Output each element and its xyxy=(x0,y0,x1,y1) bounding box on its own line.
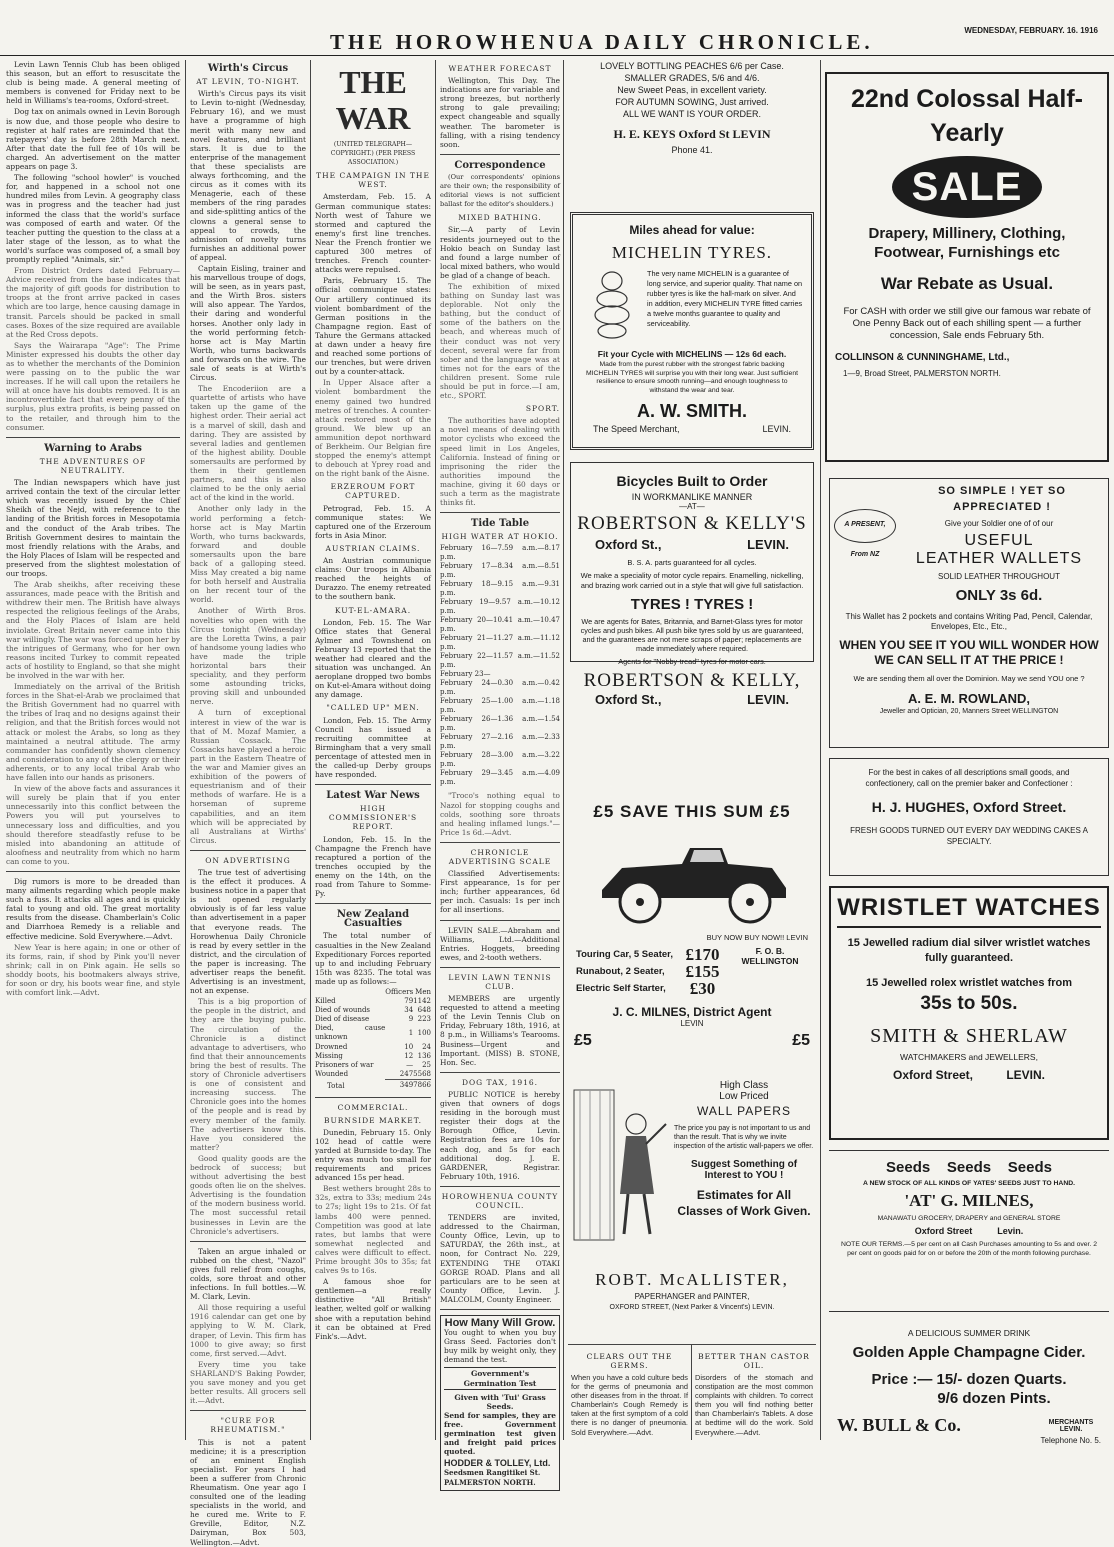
car-ad xyxy=(570,802,814,1072)
news-paragraph: Sir,—A party of Levin residents journeyed out to the Hokio beach on Sunday last and found a large number of local mixed bathers, who would be glad of a change of beach. xyxy=(440,225,560,280)
ad-line: LEVIN xyxy=(680,1019,704,1028)
article-heading: LEVIN LAWN TENNIS CLUB. xyxy=(448,972,552,991)
ad-heading: Government's Germination Test xyxy=(444,1367,556,1389)
casualty-table-body xyxy=(315,997,431,1079)
issue-date: WEDNESDAY, FEBRUARY. 16. 1916 xyxy=(964,26,1098,35)
ad-line: A NEW STOCK OF ALL KINDS OF YATES' SEEDS JUST TO HAND. xyxy=(862,1180,1076,1187)
news-paragraph: Another of Wirth Bros. novelties who open with the Circus tonight (Wednesday) are the Loretta Twins, a pair of handsome young ladies who have made the triple horizontal bars their speciality, and they perform some astounding tricks, proving skill and unbounded nerve. xyxy=(190,606,306,707)
news-paragraph: Best wethers brought 28s to 32s, extra to 33s; medium 24s to 27s; light 19s to 21s. Of fat lambs 400 were penned. Competition was good at late rates, but lambs that were somewhat neglected and calves were difficult to effect. Prime brought 30s to 35s; fat calves 9s to 16s. xyxy=(315,1184,431,1276)
news-paragraph: The total number of casualties in the New Zealand Expeditionary Forces reported up to and including February 15th was 8235. The total was made up as follows:— xyxy=(315,931,431,986)
ad-heading: Golden Apple Champagne Cider. xyxy=(852,1344,1086,1361)
germs-ad xyxy=(568,1345,692,1440)
ad-line: ALL WE WANT IS YOUR ORDER. xyxy=(622,109,762,119)
price: £155 xyxy=(685,962,720,981)
ad-text: Disorders of the stomach and constipation are the most common complaints with children. To correct them you will find nothing better than Chamberlain's Tablets. A dose at bedtime will do the work. Sold Everywhere.—Advt. xyxy=(695,1373,813,1437)
ad-line: Electric Self Starter, xyxy=(576,983,666,994)
ad-heading: WRISTLET WATCHES xyxy=(837,894,1101,928)
ad-text: You ought to when you buy Grass Seed. Factories don't buy milk by weight only, they demand the test. xyxy=(444,1328,556,1365)
article-heading: Latest War News xyxy=(326,790,420,802)
mcallister-name: ROBT. McALLISTER, xyxy=(595,1270,789,1289)
table-cell: Drowned xyxy=(315,1042,348,1051)
ad-heading: Bicycles Built to Order xyxy=(616,473,768,489)
motor-car-icon xyxy=(582,828,802,928)
ad-text: This Wallet has 2 pockets and contains Writing Pad, Pencil, Calendar, Envelopes, Etc., Etc., xyxy=(845,612,1093,631)
car-models xyxy=(576,946,673,997)
table-cell: Prisoners of war xyxy=(315,1060,374,1069)
table-cell: Missing xyxy=(315,1051,343,1060)
table-cell: 79 xyxy=(404,997,414,1006)
column-4b-ads xyxy=(568,60,816,1450)
ad-text: For the best in cakes of all descriptions small goods, and confectionery, call on the premier baker and Confectioner : xyxy=(865,768,1073,788)
table-cell: 34 xyxy=(404,1006,414,1015)
smith-sherlaw-ad xyxy=(829,886,1109,1140)
table-header-row xyxy=(315,988,431,997)
news-paragraph: The Encoderiion are a quartette of artists who have taken up the game of the highest order. Their aerial act is a marvel of skill, dash and daring. They are assisted by several ladies and gentlemen of the highest ability. Double somersaults are performed by them in their gentlemen partners, and this is also claimed to be the only aerial act of the kind in the world. xyxy=(190,384,306,503)
ad-line: Oxford St., xyxy=(595,537,662,552)
table-cell: Died of wounds xyxy=(315,1006,371,1015)
rowland-wallet-ad xyxy=(829,478,1109,748)
table-cell: 9 xyxy=(408,1015,414,1024)
rk-address xyxy=(595,692,789,707)
ad-heading: SO SIMPLE ! YET SO APPRECIATED ! xyxy=(938,485,1066,513)
tide-row: February 26—1.36 a.m.—1.54 p.m. xyxy=(440,715,560,733)
tide-row: February 25—1.00 a.m.—1.18 p.m. xyxy=(440,697,560,715)
table-cell: 223 xyxy=(417,1015,431,1024)
price: 9/6 dozen Pints. xyxy=(937,1390,1051,1407)
ad-text: We are agents for Bates, Britannia, and Barnet-Glass tyres for motor cycles and push bikes. All push bike tyres sold by us are guaranteed, and the guarantees are not mere scraps of paper; replacements are made immediately where required. xyxy=(580,617,804,653)
ad-subheading: Fit your Cycle with MICHELINS — 12s 6d each. xyxy=(597,349,787,359)
ad-line: Oxford Street Levin. xyxy=(914,1226,1024,1236)
ad-heading: £5 SAVE THIS SUM £5 xyxy=(593,802,791,821)
news-paragraph: Dunedin, February 15. Only 102 head of cattle were yarded at Burnside to-day. The entry was much too small for requirements and prices advanced 15s per head. xyxy=(315,1127,431,1183)
ad-subheading: Drapery, Millinery, Clothing, Footwear, Furnishings etc xyxy=(868,225,1066,261)
castor-ad xyxy=(692,1345,816,1440)
table-total-row xyxy=(315,1079,431,1091)
news-paragraph: The Arab sheikhs, after receiving these assurances, made peace with the British and withdrew their men. The British have always respected the religious feelings of the Arabs, and the Holy Places of Islam are held inviolate. Great Britain never came into this war willingly. The war was forced upon her by the intrigues of Germany, who for her own reasons incited Turkey to commit repeated acts of hostility to England, so that she might be involved in the war with her. xyxy=(6,580,180,680)
ad-heading: BETTER THAN CASTOR OIL. xyxy=(698,1352,810,1370)
ad-subheading: —AT— xyxy=(679,502,705,511)
table-cell: 648 xyxy=(417,1006,431,1015)
news-paragraph: TENDERS are invited, addressed to the Chairman, County Office, Levin, up to SATURDAY, the 26th inst., at noon, for Contract No. 229, EXTENDING THE OTAKI GORGE ROAD. Plans and all particulars are to be seen at County Office, Levin. J. MALCOLM, County Engineer. xyxy=(440,1213,560,1304)
news-paragraph: In view of the above facts and assurances it will surely be plain that if you enter unnecessarily into this conflict between the Powers you will put yourselves to unnecessary loss and difficulties, and you should therefore steadfastly refuse to be misled into abandoning an attitude of aloofness and neutrality from which no harm can come to you. xyxy=(6,784,180,866)
column-rule xyxy=(185,60,186,1440)
ad-text: We are sending them all over the Dominion. May we send YOU one ? xyxy=(853,674,1085,683)
ad-line: MANAWATU GROCERY, DRAPERY and GENERAL STORE xyxy=(877,1215,1061,1222)
table-cell: Wounded xyxy=(315,1070,349,1079)
article-heading: Wirth's Circus xyxy=(207,63,289,74)
tide-row: February 19—9.57 a.m.—10.12 p.m. xyxy=(440,598,560,616)
news-paragraph: Good quality goods are the bedrock of success; but without advertising the best goods often lie on the shelves. Advertising is the foundation of the modern business world. The most successful retail businesses in Levin are the Chronicle's advertisers. xyxy=(190,1153,306,1236)
ad-subheading: Suggest Something of Interest to YOU ! xyxy=(690,1159,798,1181)
news-paragraph: The following "school howler" is vouched for, and happened in a school not one hundred miles from Levin. A geography class was in progress and the teacher had just informed the class that the world's surface was composed of earth and water. Of the teacher putting the question to the class at a later stage of the lesson, as to what the world's surface was composed of, a small boy promptly replied "Animals, sir." xyxy=(6,173,180,264)
smith-sherlaw-name: SMITH & SHERLAW xyxy=(870,1025,1068,1047)
ad-line: LEVIN. xyxy=(747,537,789,552)
michelin-ad xyxy=(570,212,814,450)
news-paragraph: Petrograd, Feb. 15. A communique states: We captured one of the Erzeroum forts in Asia Minor. xyxy=(315,503,431,540)
news-paragraph: LEVIN SALE.—Abraham and Williams, Ltd.—Additional Entries. Hoggets, breeding ewes, and 2-tooth wethers. xyxy=(440,925,560,962)
ad-line: WATCHMAKERS and JEWELLERS, xyxy=(900,1052,1038,1062)
table-cell: 349 xyxy=(385,1079,413,1091)
ad-text: Made from the purest rubber with the strongest fabric backing MICHELIN TYRES will surprise you with their long wear. Just sufficient resilience to ensure smooth running—and enough toughness to withstand the wear and tear. xyxy=(585,361,799,394)
news-paragraph: MEMBERS are urgently requested to attend a meeting of the Levin Tennis Club on Friday, February 18th, 1916, at 8 p.m., in Williams's Tearooms. Business—Urgent and Important. (MISS) B. STONE, Hon. Sec. xyxy=(440,994,560,1067)
paperhanger-illustration-icon xyxy=(570,1084,670,1244)
price: £170 xyxy=(685,945,720,964)
news-paragraph: The exhibition of mixed bathing on Sunday last was deplorable. Not only the bathing, but the conduct of some of the bathers on the beach, and whereas much of their conduct was not very decent, several were far from sober and the language was at times not for the ears of the children present. Some rule should be put in force.—I am, etc., SPORT. xyxy=(440,281,560,401)
news-paragraph: A turn of exceptional interest in view of the war is that of M. Mozaf Mamier, a Russian Cossack. The Cossacks have played a heroic part in the Eastern Theatre of the war and Mamier gives an exhibition of the powers of equestrianism and of their methods of warfare. He is a horseman of supreme capabilities, and an item which will be appreciated by all Australians at Wirths' Circus. xyxy=(190,708,306,845)
ad-line: High Class xyxy=(719,1080,769,1091)
article-subheading: THE ADVENTURES OF NEUTRALITY. xyxy=(39,456,147,475)
news-paragraph: Wirth's Circus pays its visit to Levin to-night (Wednesday, February 16), and we must have a programme of high merit with many new and novel features, and brilliant stars. It is due to the enterprise of the management that these specialists are always forthcoming, and the circus as it comes with its Menagerie, each of these members of the ring parades and side-splitting antics of the clowns a general sense to appeal to crowds, the admission of novelty turns furnishes an additional power of appeal. xyxy=(190,89,306,262)
news-paragraph: "Troco's nothing equal to Nazol for stopping coughs and colds, soothing sore throats and healing inflamed lungs."—Price 1s 6d.—Advt. xyxy=(440,791,560,837)
ad-subheading: Seedsmen Rangitikei St. xyxy=(444,1468,541,1478)
tide-row: February 29—3.45 a.m.—4.09 p.m. xyxy=(440,769,560,787)
news-paragraph: An Austrian communique claims: Our troops in Albania reached the heights of Durazzo. The enemy retreated to the southern bank. xyxy=(315,556,431,602)
milnes-name: 'AT' G. MILNES, xyxy=(904,1191,1034,1210)
bull-name: W. BULL & Co. xyxy=(837,1415,961,1435)
ad-text: The very name MICHELIN is a guarantee of long service, and superior quality. That name on rubber tyres is like the hall-mark on silver. And in addition, every MICHELIN TYRE fitted carries a twelve months guarantee to quality and serviceability. xyxy=(647,269,803,328)
article-heading: Tide Table xyxy=(470,518,530,530)
sale-title: 22nd Colossal Half-Yearly xyxy=(851,85,1083,147)
table-cell: 1142 xyxy=(413,997,431,1006)
table-cell: 25 xyxy=(422,1060,431,1069)
ad-line: The Speed Merchant, xyxy=(593,424,680,434)
bibendum-icon xyxy=(581,269,643,341)
table-cell: 12 xyxy=(404,1051,414,1060)
tide-row: February 28—3.00 a.m.—3.22 p.m. xyxy=(440,751,560,769)
news-paragraph: Classified Advertisements: First appearance, 1s for per inch; further appearances, 6d per inch. Casuals: 1s per inch for all insertions. xyxy=(440,869,560,915)
ad-line: Jeweller and Optician, 20, Manners Street WELLINGTON xyxy=(879,708,1059,715)
war-heading: THE WAR xyxy=(335,64,411,136)
signature: SPORT. xyxy=(525,404,560,414)
ad-line: £5 xyxy=(574,1032,592,1049)
rk-title: ROBERTSON & KELLY, xyxy=(583,670,801,691)
table-cell: — xyxy=(406,1060,414,1069)
tide-row: February 24—0.30 a.m.—0.42 p.m. xyxy=(440,679,560,697)
table-row xyxy=(315,1015,431,1024)
rk-address xyxy=(595,537,789,552)
ad-text: FRESH GOODS TURNED OUT EVERY DAY WEDDING CAKES A SPECIALTY. xyxy=(850,826,1088,846)
news-paragraph: Dig rumors is more to be dreaded than many ailments regarding which people make such a fuss. It attacks all ages and is quickly fatal to young and old. The great mortality results from the disease. Chamberlain's Colic and Diarrhoea Remedy is a reliable and effective medicine. Sold Everywhere.—Advt. xyxy=(6,876,180,941)
ad-heading: LEATHER WALLETS xyxy=(915,550,1083,567)
article-heading: ERZEROUM FORT CAPTURED. xyxy=(330,482,416,501)
ad-line: Telephone No. 5. xyxy=(1040,1436,1101,1445)
article-heading: "CALLED UP" MEN. xyxy=(326,703,420,713)
article-heading: HOROWHENUA COUNTY COUNCIL. xyxy=(441,1191,559,1210)
milnes-seeds-ad xyxy=(829,1150,1109,1312)
article-heading: "CURE FOR RHEUMATISM." xyxy=(210,1416,286,1435)
rk-title: ROBERTSON & KELLY'S xyxy=(577,513,807,534)
column-2 xyxy=(190,60,306,1547)
column-3 xyxy=(315,60,431,1450)
ad-text: B. S. A. parts guaranteed for all cycles. xyxy=(627,558,757,567)
ad-line: Give your Soldier one of of our xyxy=(944,519,1054,528)
bull-footer xyxy=(837,1415,1101,1436)
column-1 xyxy=(6,60,180,1450)
news-paragraph: London, Feb. 15. The War Office states that General Aylmer and Townshend on February 13 reported that the weather had cleared and the situation was unchanged. An aeroplane dropped two bombs on Kut-el-Amara without doing any damage. xyxy=(315,617,431,700)
ad-heading: TYRES ! TYRES ! xyxy=(630,596,754,613)
car-prices xyxy=(576,946,808,997)
ad-line: BUY NOW BUY NOW!! LEVIN xyxy=(706,933,808,942)
table-cell: Died, cause unknown xyxy=(315,1024,386,1042)
ad-heading: How Many Will Grow. xyxy=(444,1317,556,1329)
table-row xyxy=(315,1024,431,1042)
price: Price :— 15/- dozen Quarts. xyxy=(871,1371,1067,1388)
ad-line: Oxford St., xyxy=(595,692,662,707)
tide-row: February 21—11.27 a.m.—11.12 p.m. xyxy=(440,634,560,652)
article-heading: KUT-EL-AMARA. xyxy=(334,605,412,615)
ad-heading: WALL PAPERS xyxy=(697,1104,791,1118)
table-row xyxy=(315,1061,431,1070)
ad-line: LEVIN. xyxy=(762,424,791,434)
table-cell: 7866 xyxy=(413,1079,431,1091)
ad-line: Touring Car, 5 Seater, xyxy=(576,949,673,960)
news-paragraph: London, Feb. 15. The Army Council has issued a recruiting committee at Birmingham that a very small percentage of attested men in the called-up Derby groups have responded. xyxy=(315,715,431,780)
ad-text: For CASH with order we still give our famous war rebate of One Penny Back out of each shilling spent — a further concession, Sale ends February 5th. xyxy=(843,306,1091,341)
casualty-table xyxy=(315,988,431,1092)
news-paragraph: (Our correspondents' opinions are their own; the responsibility of editorial views is not sufficient ballast for the editor's shoulders.) xyxy=(440,172,560,209)
tide-row: February 18—9.15 a.m.—9.31 p.m. xyxy=(440,580,560,598)
table-header-cell xyxy=(315,988,385,997)
column-5-ads xyxy=(825,60,1109,1450)
ad-line: SOLID LEATHER THROUGHOUT xyxy=(938,572,1060,581)
michelin-title: MICHELIN TYRES. xyxy=(611,243,773,262)
smith-footer xyxy=(593,424,791,434)
news-paragraph: Says the Wairarapa "Age": The Prime Minister expressed his doubts the other day as to whether the merchants of the Dominion were passing on to the public the war increases. If he will call upon the retailers he will at once have his doubts removed. It is an incontrovertible fact that every penny of the surplus, plus extra profits, is being passed on to the retailer, and through him to the consumer. xyxy=(6,340,180,432)
news-paragraph: Amsterdam, Feb. 15. A German communique states: North west of Tahure we stormed and captured the enemy's first line trenches. Near the French frontier we captured 300 metres of trenches. French counter-attacks were repulsed. xyxy=(315,192,431,275)
article-heading: New Zealand Casualties xyxy=(336,909,410,930)
ad-line: LOVELY BOTTLING PEACHES 6/6 per Case. xyxy=(600,61,784,71)
keys-name: H. E. KEYS Oxford St LEVIN xyxy=(613,127,771,141)
ad-line: £5 xyxy=(792,1032,810,1049)
ad-line: SMALLER GRADES, 5/6 and 4/6. xyxy=(624,73,760,83)
article-heading: CHRONICLE ADVERTISING SCALE xyxy=(448,847,552,866)
news-paragraph: This is not a patent medicine; it is a prescription of an eminent English specialist. For years I had been a sufferer from Chronic Rheumatism. One year ago I consulted one of the leading specialists in the world, and he cured me. Write to F. Greville, Editor, N.Z. Dairyman, Box 503, Wellington.—Advt. xyxy=(190,1437,306,1547)
article-heading: ON ADVERTISING xyxy=(205,855,291,865)
ad-line: FOR AUTUMN SOWING, Just arrived. xyxy=(615,97,769,107)
table-cell: 247 xyxy=(399,1069,414,1078)
smith-name: A. W. SMITH. xyxy=(637,401,747,421)
table-header-cell: Officers xyxy=(385,987,414,996)
hodder-tolley: HODDER & TOLLEY, Ltd. xyxy=(444,1458,551,1469)
news-paragraph: Levin Lawn Tennis Club has been obliged this season, but an effort to resuscitate the club is being made. A general meeting of members is convened for Friday next to be held in Williams's tea-rooms, Oxford-street. xyxy=(6,60,180,106)
ad-text: Agents for "Nobby-tread" tyres for motor cars. xyxy=(618,657,766,666)
ad-line: Phone 41. xyxy=(671,145,713,155)
ad-text: 15 Jewelled rolex wristlet watches from xyxy=(865,977,1073,989)
ad-text: Send for samples, they are free. Government germination test given and freight paid prices quoted. xyxy=(444,1410,556,1457)
mcallister-ad xyxy=(570,1080,814,1340)
collinson-name: COLLINSON & CUNNINGHAME, Ltd., xyxy=(835,352,1010,363)
car-footer xyxy=(574,1032,810,1050)
table-cell: 10 xyxy=(404,1042,414,1051)
article-heading: DOG TAX, 1916. xyxy=(461,1077,539,1087)
column-4 xyxy=(440,60,560,1487)
table-cell: 5568 xyxy=(413,1069,431,1078)
mcallister-text xyxy=(674,1080,814,1219)
bull-cider-ad xyxy=(829,1322,1109,1448)
bottom-ads xyxy=(568,1344,816,1440)
article-heading: THE CAMPAIGN IN THE WEST. xyxy=(316,171,430,190)
ad-heading: Estimates for All Classes of Work Given. xyxy=(677,1188,811,1218)
masthead xyxy=(0,20,1114,56)
news-paragraph: Wellington, This Day. The indications are for variable and strong breezes, but northerly strong to gale prevailing; expect changeable and squally weather. The barometer is falling, with a rising tendency soon. xyxy=(440,76,560,149)
ad-line: 1—9, Broad Street, PALMERSTON NORTH. xyxy=(843,369,1001,378)
table-row xyxy=(315,1052,431,1061)
ad-line: F. O. B. WELLINGTON xyxy=(741,946,799,966)
ad-heading: CLEARS OUT THE GERMS. xyxy=(586,1352,673,1370)
ad-subheading: Given with 'Tui' Grass Seeds. xyxy=(454,1392,546,1411)
article-heading: Warning to Arabs xyxy=(44,442,142,454)
ad-line: LEVIN. xyxy=(747,692,789,707)
table-cell: 24 xyxy=(422,1042,431,1051)
table-cell: Killed xyxy=(315,997,336,1006)
column-rule xyxy=(820,60,821,1440)
hughes-baker-ad xyxy=(829,758,1109,876)
newspaper-title: THE HOROWHENUA DAILY CHRONICLE. xyxy=(330,30,874,54)
ad-text: 15 Jewelled radium dial silver wristlet watches fully guaranteed. xyxy=(847,937,1091,964)
ad-line: MERCHANTS LEVIN. xyxy=(1048,1418,1094,1433)
column-rule xyxy=(310,60,311,1440)
tide-table xyxy=(440,544,560,787)
article-heading: Correspondence xyxy=(454,159,546,171)
news-paragraph: Another only lady in the world performing a fetch-horse act is May Martin Worth, who turns backwards, forward and double somersaults upon the bare back of a galloping steed. Miss May created a big name for both herself and Australia on her recent tour of the world. xyxy=(190,504,306,605)
news-paragraph: PUBLIC NOTICE is hereby given that owners of dogs residing in the borough must register their dogs at the Borough Office, Levin. Registration fees are 10s for each dog, and 5s for each additional dog. J. E. GARDENER, Registrar. February 10th, 1916. xyxy=(440,1089,560,1181)
news-paragraph: Every time you take SHARLAND'S Baking Powder, you save money and you get better results. All grocers sell it.—Advt. xyxy=(190,1359,306,1406)
table-row xyxy=(315,1006,431,1015)
column-rule xyxy=(435,60,436,1440)
table-cell: 1 xyxy=(408,1028,414,1037)
tide-row: February 22—11.57 a.m.—11.52 p.m. xyxy=(440,652,560,670)
article-heading: MIXED BATHING. xyxy=(458,213,542,223)
michelin-body xyxy=(581,269,803,341)
news-paragraph: London, Feb. 15. In the Champagne the French have recaptured a portion of the trenches occupied by the enemy on the 14th, on the road from Tahure to Somme-Py. xyxy=(315,834,431,899)
price: 35s to 50s. xyxy=(920,993,1018,1014)
ad-heading: USEFUL xyxy=(964,532,1034,549)
rowland-name: A. E. M. ROWLAND, xyxy=(907,691,1031,706)
news-paragraph: In Upper Alsace after a violent bombardment the enemy gained two hundred metres of trenches. A counter-attack restored most of the ground. We blew up an ammunition depot northward of Berkheim. Our Belgian fire stopped the enemy's attempt to debouch at Yprey road and on the right bank of the Aisne. xyxy=(315,378,431,479)
table-row xyxy=(315,997,431,1006)
collinson-sale-ad xyxy=(825,72,1109,462)
ad-heading: Miles ahead for value: xyxy=(629,223,755,237)
price: £30 xyxy=(689,979,716,998)
ad-line: Runabout, 2 Seater, xyxy=(576,966,665,977)
ad-line: Oxford Street, LEVIN. xyxy=(892,1068,1046,1082)
table-header-cell: Men xyxy=(415,987,431,996)
hughes-name: H. J. HUGHES, Oxford Street. xyxy=(871,799,1067,815)
table-cell: 100 xyxy=(417,1028,431,1037)
news-paragraph: All those requiring a useful 1916 calendar can get one by applying to W. M. Clark, draper, of Levin. This firm has 1000 to give away; so first come, first served.—Advt. xyxy=(190,1303,306,1358)
article-heading: AUSTRIAN CLAIMS. xyxy=(325,543,421,553)
article-subheading: HIGH WATER AT HOKIO. xyxy=(441,532,559,542)
ad-subheading: PALMERSTON NORTH. xyxy=(444,1477,536,1487)
news-paragraph: New Year is here again; in one or other of its forms, rain, if shod by Pink you'll never shrink; call in on Pink again. He sells so shoddy boots, his bootmakers always strive, for soon or dry, his boots wear fine, and style with comfort link.—Advt. xyxy=(6,942,180,998)
robertson-kelly-ad xyxy=(570,462,814,707)
article-subheading: HIGH COMMISSIONER'S REPORT. xyxy=(328,804,418,832)
ad-line: A DELICIOUS SUMMER DRINK xyxy=(907,1328,1031,1338)
article-subheading: BURNSIDE MARKET. xyxy=(323,1115,423,1125)
news-paragraph: Paris, February 15. The official communique states: Our artillery continued its violent bombardment of the German positions in the Champagne region. East of Tahure the Germans attacked at dawn under a heavy fire and reached some portions of our trenches, but were driven out by a counter-attack. xyxy=(315,276,431,377)
article-heading: COMMERCIAL. xyxy=(337,1102,409,1112)
article-subheading: (UNITED TELEGRAPH—COPYRIGHT.) (PER PRESS ASSOCIATION.) xyxy=(330,141,416,167)
price: ONLY 3s 6d. xyxy=(955,587,1043,604)
ad-text: We make a speciality of motor cycle repairs. Enamelling, nickelling, and brazing work carried out in a style that will give full satisfaction. xyxy=(580,571,804,590)
table-cell: 136 xyxy=(417,1051,431,1060)
ad-heading: WHEN YOU SEE IT YOU WILL WONDER HOW WE CAN SELL IT AT THE PRICE ! xyxy=(839,638,1099,667)
column-rule xyxy=(563,60,564,1440)
news-paragraph: The true test of advertising is the effect it produces. A business notice in a paper that is not opened regularly obviously is of far less value than advertisement in a paper that everyone reads. The Horowhenua Daily Chronicle is read by every settler in the district, and the circulation of the paper is increasing. The advertiser reaps the benefit. Advertising is an investment, not an expense. xyxy=(190,867,306,996)
table-cell: Died of disease xyxy=(315,1015,370,1024)
ad-text: NOTE OUR TERMS.—5 per cent on all Cash Purchases amounting to 5s and over. 2 per cent on goods paid for on or before the 20th of the month following purchase. xyxy=(840,1241,1097,1257)
ad-text: When you have a cold culture beds for the germs of pneumonia and other diseases from in the throat. If Chamberlain's Cough Remedy is taken at the first symptom of a cold there is no danger of pneumonia. Sold Everywhere.—Advt. xyxy=(571,1373,688,1437)
article-heading: WEATHER FORECAST xyxy=(448,64,552,73)
table-row xyxy=(315,1043,431,1052)
tide-row: February 27—2.16 a.m.—2.33 p.m. xyxy=(440,733,560,751)
news-paragraph: Captain Eisling, trainer and his marvellous troupe of dogs, will be seen, as in years past, and the Wirth Bros. sisters will also appear. The Yardos, their daring and wonderful horses. Another only lady in the world performing fetch-horse act is May Martin Worth, who turns backwards and forwards on the wire. The sale of seats is at Wirth's Circus. xyxy=(190,263,306,383)
news-paragraph: Dog tax on animals owned in Levin Borough is now due, and those people who desire to register at half rates are reminded that the ratepayers' day is before 28th March next. After that date the full fee of 10s will be charged. An advertisement on the matter appears on page 3. xyxy=(6,107,180,172)
news-paragraph: The Indian newspapers which have just arrived contain the text of the circular letter which was recently issued by the Chief Sheikh of the Nejd, with reference to the landing of the British forces in Mesopotamia and the conduct of the Arab tribes. The British Government desires to maintain the most friendly relations with the Arabs, and the Holy Places of Islam will be respected and preserved from the slightest molestation of our troops. xyxy=(6,478,180,578)
present-stamp: A PRESENT, From NZ xyxy=(834,509,896,543)
news-paragraph: This is a big proportion of the people in the district, and they are the buying public. The circulation of the Chronicle is a distinct advantage to advertisers, who find that their announcements bring the best of results. The story of Chronicle advertisers is one of consistent and increasing success. The Chronicle goes into the homes of the people and is read by every member of the family. The advertisers know this. Have you considered the matter? xyxy=(190,997,306,1152)
news-paragraph: A famous shoe for gentlemen—a really distinctive "All British" leather, welted golf or walking shoe with a reputation behind it can be obtained at Fred Fink's.—Advt. xyxy=(315,1277,431,1341)
ad-line: OXFORD STREET, (Next Parker & Vincent's) LEVIN. xyxy=(609,1304,775,1311)
milnes-agent: J. C. MILNES, District Agent xyxy=(612,1005,772,1019)
tide-row: February 17—8.34 a.m.—8.51 p.m. xyxy=(440,562,560,580)
article-subheading: AT LEVIN, TO-NIGHT. xyxy=(196,77,300,87)
ad-heading: Seeds Seeds Seeds xyxy=(886,1159,1052,1176)
sale-badge: SALE xyxy=(892,156,1042,218)
news-paragraph: Immediately on the arrival of the British forces in the Shat-el-Arab we proclaimed that the British Government had no quarrel with the tribes of Iraq and no designs against their religion, and that the British forces would not attack or molest the Arabs, so long as they maintained a neutral attitude. The army commander has confidently shown clemency and consideration to any of the clergy or their adherents, or to any local tribal Arab who have fallen into our hands as prisoners. xyxy=(6,682,180,783)
keys-ad xyxy=(568,60,816,156)
car-price-list xyxy=(685,946,719,997)
tide-row: February 20—10.41 a.m.—10.47 p.m. xyxy=(440,616,560,634)
ad-line: Low Priced xyxy=(719,1091,769,1102)
ad-heading: War Rebate as Usual. xyxy=(880,274,1054,293)
grass-seed-ad xyxy=(440,1315,560,1491)
news-paragraph: Taken an argue inhaled or rubbed on the chest, "Nazol" gives full relief from coughs, colds, sore throat and other infections. In full bottles.—W. M. Clark, Levin. xyxy=(190,1246,306,1302)
table-cell: Total xyxy=(327,1082,345,1091)
news-paragraph: From District Orders dated February— Advice received from the base indicates that the majority of gift goods for distribution to troops at the front arrive packed in cases which are too large, hence causing damage in transit. Parcels should be packed in small cases. Boxes of the size required are available at the Red Cross depots. xyxy=(6,266,180,339)
tide-row: February 23— xyxy=(440,670,491,679)
ad-text: The price you pay is not important to us and than the result. That is why we invite inspection of the artistic wall-papers we offer. xyxy=(674,1125,814,1150)
ad-line: New Sweet Peas, in excellent variety. xyxy=(617,85,767,95)
ad-subheading: IN WORKMANLIKE MANNER xyxy=(631,492,753,502)
table-row xyxy=(315,1070,431,1080)
news-paragraph: The authorities have adopted a novel means of dealing with motor cyclists who exceed the speed limit in Los Angeles, California. Instead of fining or imprisoning the rider the authorities impound the machine, giving it 60 days or such a term as the magistrate thinks fit. xyxy=(440,416,560,508)
tide-row: February 16—7.59 a.m.—8.17 p.m. xyxy=(440,544,560,562)
ad-line: PAPERHANGER and PAINTER, xyxy=(634,1292,750,1301)
